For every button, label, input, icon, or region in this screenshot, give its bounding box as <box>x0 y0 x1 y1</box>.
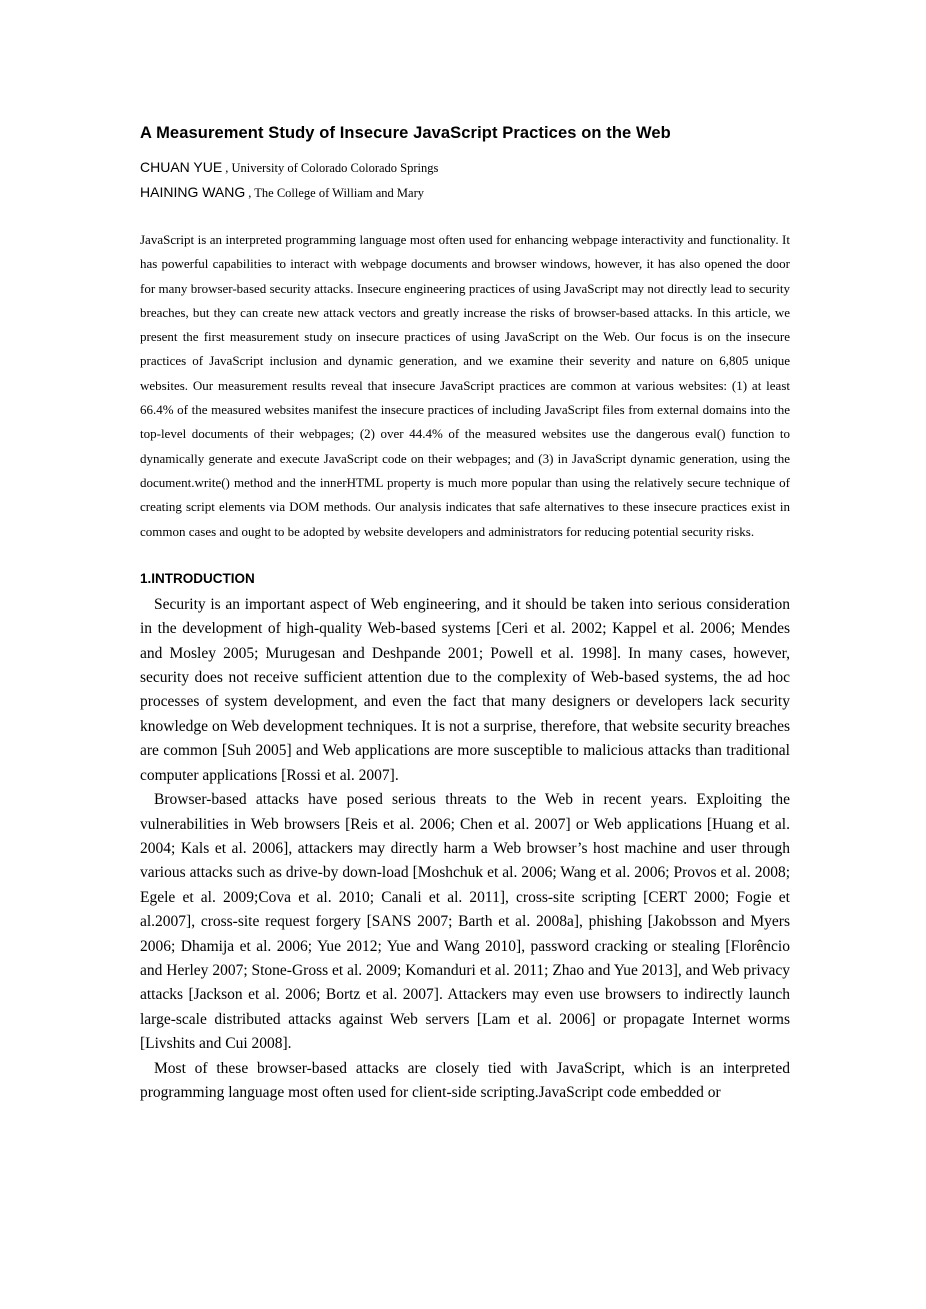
abstract-text: JavaScript is an interpreted programming language most often used for enhancing webpage interactivity and functionality. It has powerful capabilities to interact with webpage documents and browser windows, however, it has also opened the door for many browser-based security attacks. Insecure engineering practices of using JavaScript may not directly lead to security breaches, but they can create new attack vectors and greatly increase the risks of browser-based attacks. In this article, we present the first measurement study on insecure practices of using JavaScript on the Web. Our focus is on the insecure practices of JavaScript inclusion and dynamic generation, and we examine their severity and nature on 6,805 unique websites. Our measurement results reveal that insecure JavaScript practices are common at various websites: (1) at least 66.4% of the measured websites manifest the insecure practices of including JavaScript files from external domains into the top-level documents of their webpages; (2) over 44.4% of the measured websites use the dangerous eval() function to dynamically generate and execute JavaScript code on their webpages; and (3) in JavaScript dynamic generation, using the document.write() method and the innerHTML property is much more popular than using the relatively secure technique of creating script elements via DOM methods. Our analysis indicates that safe alternatives to these insecure practices exist in common cases and ought to be adopted by website developers and administrators for reducing potential security risks. <box>140 232 790 539</box>
author-line <box>140 184 790 202</box>
author-line <box>140 159 790 177</box>
author-affiliation: , University of Colorado Colorado Springs <box>225 161 439 175</box>
paragraph: Security is an important aspect of Web engineering, and it should be taken into serious consideration in the development of high-quality Web-based systems [Ceri et al. 2002; Kappel et al. 2006; Mendes and Mosley 2005; Murugesan and Deshpande 2001; Powell et al. 1998]. In many cases, however, security does not receive sufficient attention due to the complexity of Web-based systems, the ad hoc processes of system development, and even the fact that many designers or developers lack security knowledge on Web development techniques. It is not a surprise, therefore, that website security breaches are common [Suh 2005] and Web applications are more susceptible to malicious attacks than traditional computer applications [Rossi et al. 2007]. <box>140 595 790 784</box>
author-affiliation: , The College of William and Mary <box>248 186 424 200</box>
paragraph: Browser-based attacks have posed serious threats to the Web in recent years. Exploiting the vulnerabilities in Web browsers [Reis et al. 2006; Chen et al. 2007] or Web applications [Huang et al. 2004; Kals et al. 2006], attackers may directly harm a Web browser’s host machine and user through various attacks such as drive-by down-load [Moshchuk et al. 2006; Wang et al. 2006; Provos et al. 2008; Egele et al. 2009;Cova et al. 2010; Canali et al. 2011], cross-site scripting [CERT 2000; Fogie et al.2007], cross-site request forgery [SANS 2007; Barth et al. 2008a], phishing [Jakobsson and Myers 2006; Dhamija et al. 2006; Yue 2012; Yue and Wang 2010], password cracking or stealing [Florêncio and Herley 2007; Stone-Gross et al. 2009; Komanduri et al. 2011; Zhao and Yue 2013], and Web privacy attacks [Jackson et al. 2006; Bortz et al. 2007]. Attackers may even use browsers to indirectly launch large-scale distributed attacks against Web servers [Lam et al. 2006] or propagate Internet worms [Livshits and Cui 2008]. <box>140 791 790 1053</box>
author-name: HAINING WANG <box>140 184 246 200</box>
author-block <box>140 159 790 202</box>
paragraph: Most of these browser-based attacks are closely tied with JavaScript, which is an interpreted programming language most often used for client-side scripting.JavaScript code embedded or <box>140 1059 790 1101</box>
author-name: CHUAN YUE <box>140 159 223 175</box>
paper-title: A Measurement Study of Insecure JavaScript Practices on the Web <box>140 124 671 142</box>
section-heading-introduction: 1.INTRODUCTION <box>140 570 255 586</box>
